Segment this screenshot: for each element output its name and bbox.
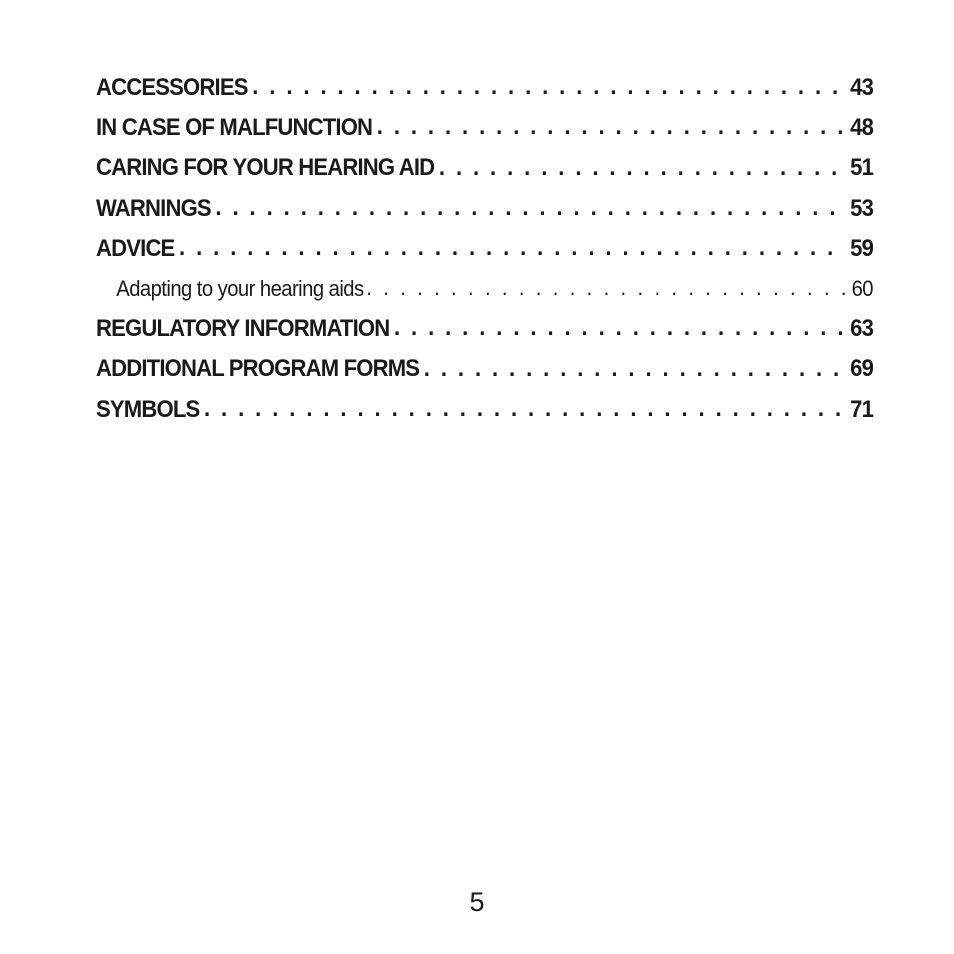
toc-dot-leader bbox=[215, 195, 842, 221]
toc-dot-leader bbox=[394, 315, 843, 341]
toc-dot-leader bbox=[179, 235, 843, 261]
toc-entry-title: ACCESSORIES bbox=[96, 74, 248, 101]
toc-dot-leader bbox=[252, 74, 843, 100]
toc-dot-leader bbox=[439, 155, 843, 181]
toc-entry-title: WARNINGS bbox=[96, 194, 211, 222]
toc-entry-page: 59 bbox=[850, 234, 874, 262]
toc-entry-symbols[interactable] bbox=[96, 390, 873, 430]
toc-dot-leader bbox=[366, 275, 849, 301]
page-number: 5 bbox=[469, 887, 485, 917]
toc-entry-page: 51 bbox=[850, 154, 874, 182]
toc-entry-accessories[interactable] bbox=[96, 68, 873, 108]
toc-entry-caring-for-your-hearing-aid[interactable] bbox=[96, 148, 873, 188]
toc-dot-leader bbox=[204, 396, 843, 422]
toc-entry-title: SYMBOLS bbox=[96, 395, 200, 423]
toc-entry-advice[interactable] bbox=[96, 229, 873, 269]
toc-entry-page: 43 bbox=[850, 74, 874, 101]
toc-entry-page: 48 bbox=[850, 114, 874, 142]
toc-entry-warnings[interactable] bbox=[96, 189, 873, 229]
toc-entry-title: ADDITIONAL PROGRAM FORMS bbox=[96, 355, 420, 383]
toc-entry-regulatory-information[interactable] bbox=[96, 309, 873, 349]
toc-entry-in-case-of-malfunction[interactable] bbox=[96, 108, 873, 148]
toc-entry-page: 71 bbox=[850, 395, 874, 423]
toc-dot-leader bbox=[377, 114, 843, 140]
toc-entry-page: 69 bbox=[850, 355, 874, 383]
toc-entry-page: 53 bbox=[850, 194, 874, 222]
toc-entry-additional-program-forms[interactable] bbox=[96, 349, 873, 389]
toc-entry-title: REGULATORY INFORMATION bbox=[96, 315, 390, 343]
toc-entry-page: 60 bbox=[851, 275, 874, 301]
toc-entry-title: ADVICE bbox=[96, 234, 175, 262]
toc-entry-title: IN CASE OF MALFUNCTION bbox=[96, 114, 373, 142]
table-of-contents bbox=[96, 68, 873, 430]
toc-entry-page: 63 bbox=[850, 315, 874, 343]
toc-entry-title: Adapting to your hearing aids bbox=[116, 275, 364, 301]
toc-subentry-adapting-to-your-hearing-aids[interactable] bbox=[96, 269, 873, 309]
toc-dot-leader bbox=[424, 356, 843, 382]
toc-entry-title: CARING FOR YOUR HEARING AID bbox=[96, 154, 435, 182]
